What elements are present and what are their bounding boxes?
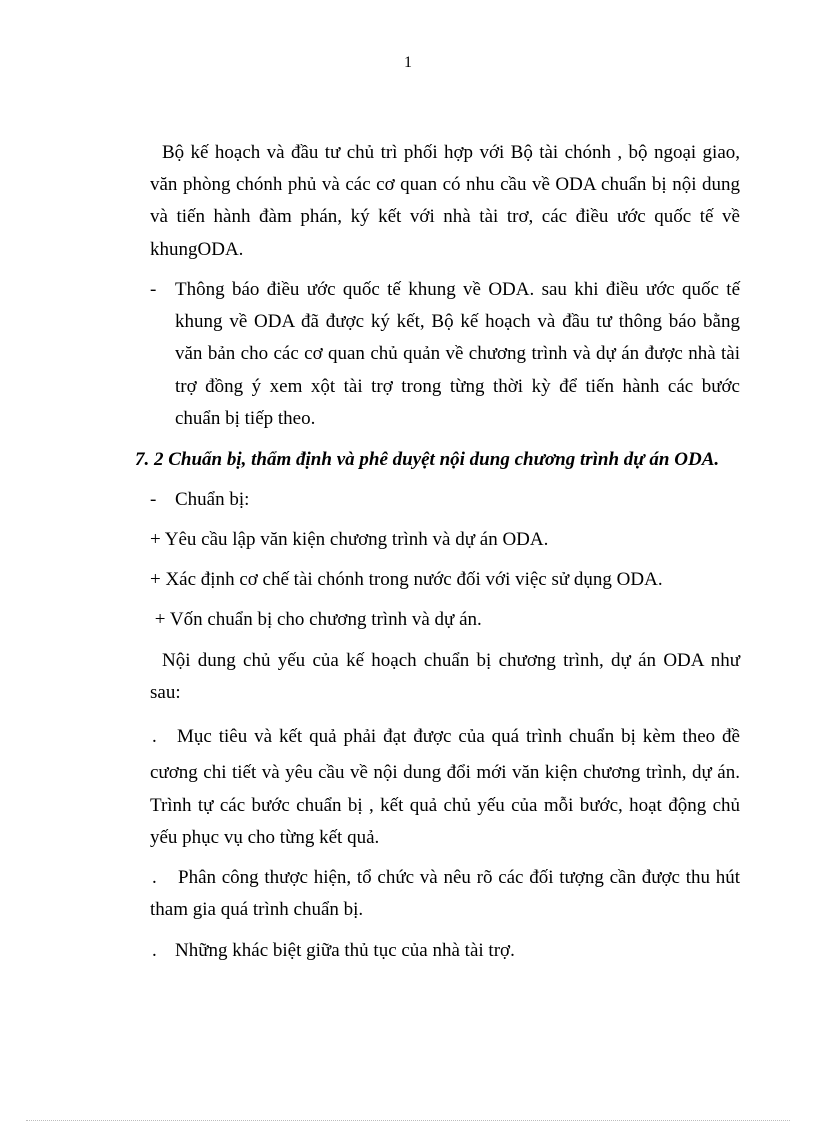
dash-bullet: - bbox=[150, 279, 157, 300]
text-line: Trình tự các bước chuẩn bị , kết quả chủ yếu của mỗi bước, hoạt động chủ bbox=[150, 795, 740, 816]
text-line: Bộ kế hoạch và đầu tư chủ trì phối hợp với Bộ tài chónh , bộ ngoại giao, bbox=[162, 142, 740, 163]
text-line: tham gia quá trình chuẩn bị. bbox=[150, 899, 364, 920]
text-line: khungODA. bbox=[150, 239, 244, 260]
text-line: Mục tiêu và kết quả phải đạt được của quá trình chuẩn bị kèm theo đề bbox=[177, 726, 740, 747]
dot-bullet: . bbox=[152, 867, 157, 888]
text-line: Thông báo điều ước quốc tế khung về ODA. sau khi điều ước quốc tế bbox=[175, 279, 740, 300]
text-line: cương chi tiết và yêu cầu về nội dung đổi mới văn kiện chương trình, dự án. bbox=[150, 762, 740, 783]
text-line: chuẩn bị tiếp theo. bbox=[175, 408, 316, 429]
dot-bullet: . bbox=[152, 940, 157, 961]
text-line: văn phòng chónh phủ và các cơ quan có nhu cầu về ODA chuẩn bị nội dung bbox=[150, 174, 740, 195]
page-bottom-border bbox=[26, 1120, 790, 1121]
section-heading: 7. 2 Chuẩn bị, thẩm định và phê duyệt nội dung chương trình dự án ODA. bbox=[135, 449, 720, 470]
text-line: Những khác biệt giữa thủ tục của nhà tài trợ. bbox=[175, 940, 515, 961]
text-line: khung về ODA đã được ký kết, Bộ kế hoạch và đầu tư thông báo bằng bbox=[175, 311, 740, 332]
text-line: Chuẩn bị: bbox=[175, 489, 250, 510]
page-number: 1 bbox=[404, 54, 412, 71]
text-line: yếu phục vụ cho từng kết quả. bbox=[150, 827, 380, 848]
text-line: Nội dung chủ yếu của kế hoạch chuẩn bị chương trình, dự án ODA như bbox=[162, 650, 740, 671]
plus-list-item: + Yêu cầu lập văn kiện chương trình và dự án ODA. bbox=[150, 529, 549, 550]
plus-list-item: + Xác định cơ chế tài chónh trong nước đối với việc sử dụng ODA. bbox=[150, 569, 663, 590]
plus-list-item: + Vốn chuẩn bị cho chương trình và dự án. bbox=[150, 609, 482, 630]
dash-bullet: - bbox=[150, 489, 157, 510]
text-line: và tiến hành đàm phán, ký kết với nhà tài trơ, các điều ước quốc tế về bbox=[150, 206, 740, 227]
dot-bullet: . bbox=[152, 726, 157, 747]
text-line: Phân công thược hiện, tổ chức và nêu rõ các đối tượng cần được thu hút bbox=[178, 867, 740, 888]
text-line: sau: bbox=[150, 682, 181, 703]
text-line: trợ đồng ý xem xột tài trợ trong từng thời kỳ để tiến hành các bước bbox=[175, 376, 740, 397]
text-line: văn bản cho các cơ quan chủ quản về chương trình và dự án được nhà tài bbox=[175, 343, 740, 364]
